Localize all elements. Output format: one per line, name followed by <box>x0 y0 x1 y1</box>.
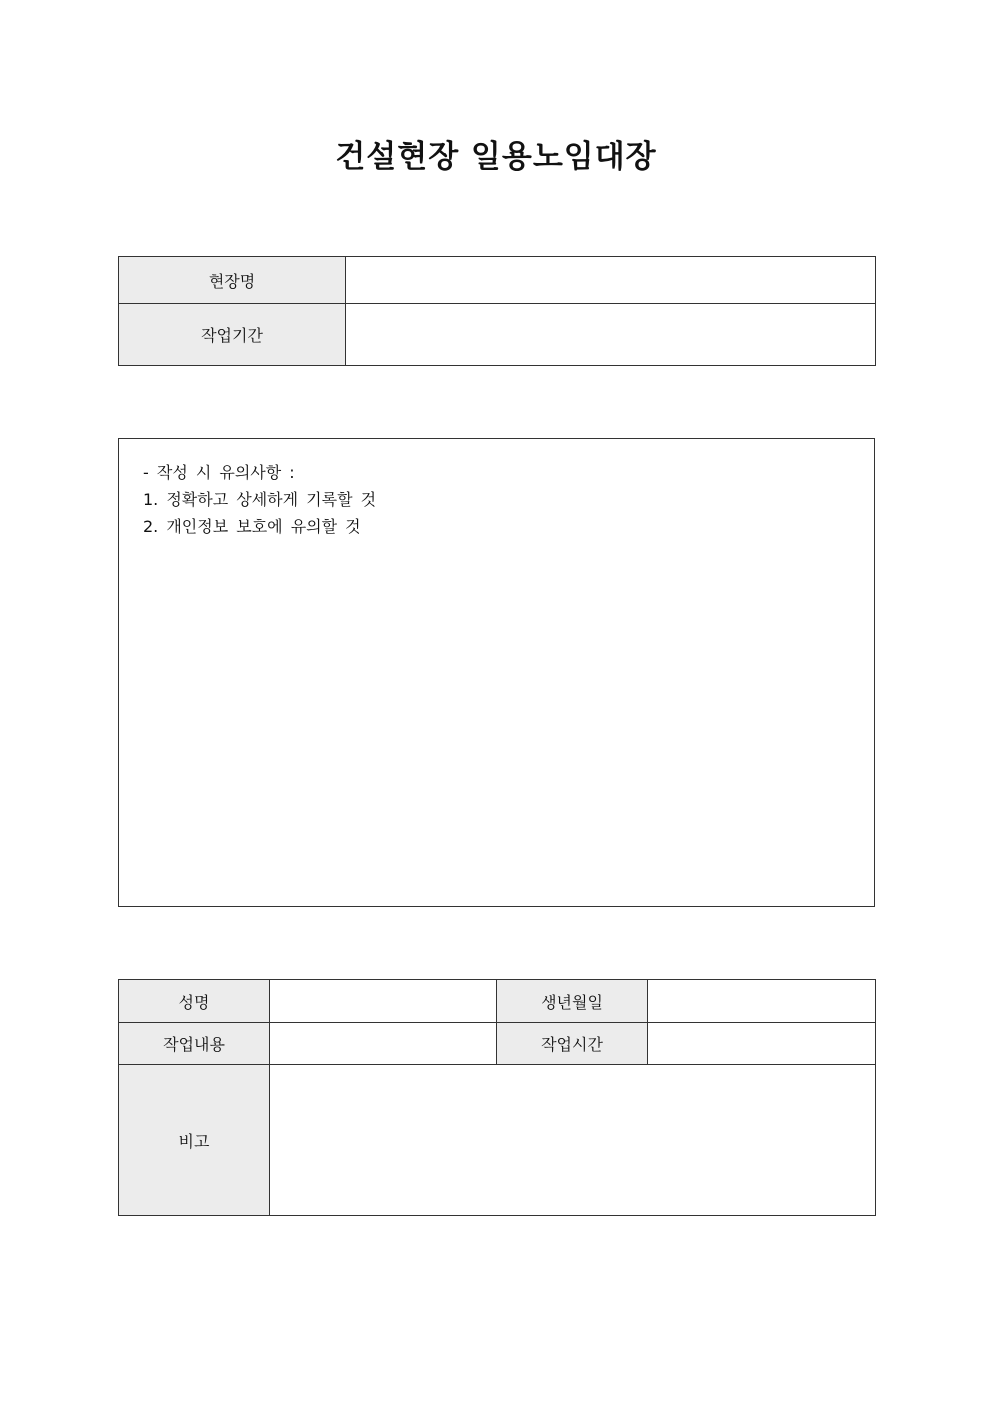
work-content-field[interactable] <box>270 1023 497 1065</box>
site-name-row <box>119 257 876 304</box>
work-period-field[interactable] <box>346 304 876 366</box>
worker-info-table <box>118 979 876 1216</box>
work-period-label: 작업기간 <box>119 304 346 366</box>
notes-item-2: 2. 개인정보 보호에 유의할 것 <box>143 517 361 536</box>
remarks-row <box>119 1065 876 1216</box>
work-content-hours-row <box>119 1023 876 1065</box>
name-label: 성명 <box>119 980 270 1023</box>
name-birthdate-row <box>119 980 876 1023</box>
notes-heading: - 작성 시 유의사항 : <box>143 463 295 482</box>
remarks-label: 비고 <box>119 1065 270 1216</box>
work-hours-label: 작업시간 <box>497 1023 648 1065</box>
remarks-field[interactable] <box>270 1065 876 1216</box>
work-content-label: 작업내용 <box>119 1023 270 1065</box>
site-name-field[interactable] <box>346 257 876 304</box>
work-hours-field[interactable] <box>648 1023 876 1065</box>
work-period-row <box>119 304 876 366</box>
site-name-label: 현장명 <box>119 257 346 304</box>
notes-box <box>118 438 875 907</box>
site-info-table <box>118 256 876 366</box>
name-field[interactable] <box>270 980 497 1023</box>
notes-item-1: 1. 정확하고 상세하게 기록할 것 <box>143 490 377 509</box>
document-title: 건설현장 일용노임대장 <box>335 139 657 175</box>
birthdate-label: 생년월일 <box>497 980 648 1023</box>
birthdate-field[interactable] <box>648 980 876 1023</box>
